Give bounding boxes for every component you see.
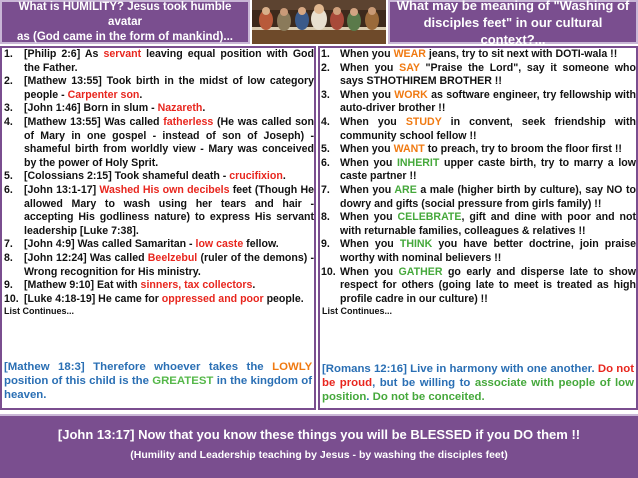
- item-number: 7.: [4, 238, 13, 251]
- list-continues-left: List Continues...: [4, 306, 75, 317]
- list-item: [2, 75, 314, 102]
- highlight-text: ARE: [394, 183, 417, 196]
- item-text: [340, 48, 636, 62]
- item-text: [24, 238, 314, 252]
- last-supper-painting-image: [252, 0, 386, 44]
- item-number: 10.: [4, 292, 19, 305]
- highlight-text: STUDY: [405, 115, 442, 128]
- text-segment: When you: [340, 238, 400, 251]
- item-number: 8.: [4, 251, 13, 264]
- text-segment: you have better doctrine, join praise worthy with nominal believers !!: [340, 238, 636, 264]
- item-text: [24, 252, 314, 279]
- text-segment: When you: [340, 143, 394, 156]
- list-continues-right: List Continues...: [322, 306, 393, 317]
- text-segment: [Romans 12:16] Live in harmony with one another.: [322, 363, 598, 375]
- item-number: 10.: [321, 265, 336, 278]
- item-text: [340, 238, 636, 265]
- item-text: [340, 143, 636, 157]
- humility-list-panel: [0, 46, 316, 410]
- cultural-points-list: [320, 48, 636, 306]
- highlight-text: GREATEST: [152, 375, 214, 387]
- item-text: [24, 48, 314, 75]
- text-segment: as software engineer, try fellowship with auto-driver brother !!: [340, 88, 636, 115]
- item-number: 9.: [321, 238, 330, 251]
- highlight-text: WEAR: [393, 48, 426, 60]
- header-right-line2: disciples feet" in our cultural context?...: [423, 14, 603, 47]
- text-segment: When you: [340, 156, 397, 169]
- text-segment: in convent, seek friendship with community school fellow !!: [340, 115, 636, 142]
- item-text: [340, 116, 636, 143]
- list-item: [2, 102, 314, 116]
- item-number: 5.: [4, 170, 13, 183]
- romans-verse: [320, 360, 636, 406]
- highlight-text: WORK: [394, 88, 428, 101]
- highlight-text: Carpenter son: [67, 88, 140, 101]
- text-segment: When you: [340, 265, 399, 278]
- text-segment: leaving equal position with God the Father.: [24, 48, 314, 74]
- list-item: [320, 143, 636, 157]
- item-text: [24, 184, 314, 238]
- text-segment: (ruler of the demons) - Wrong recognition for His ministry.: [24, 251, 314, 278]
- item-number: 6.: [321, 156, 330, 169]
- text-segment: to preach, try to broom the floor first !!: [424, 143, 622, 156]
- text-segment: people.: [263, 292, 304, 305]
- list-item: [2, 116, 314, 170]
- item-text: [24, 102, 314, 116]
- list-item: [320, 211, 636, 238]
- text-segment: .: [282, 170, 286, 183]
- header-right-line1: What may be meaning of "Washing of: [396, 0, 630, 13]
- list-item: [2, 238, 314, 252]
- highlight-text: THINK: [399, 238, 433, 251]
- text-segment: [John 12:24] Was called: [24, 251, 148, 264]
- text-segment: upper caste birth, try to marry a low caste partner !!: [340, 156, 636, 183]
- text-segment: position of this child is the: [4, 375, 153, 387]
- text-segment: .: [252, 279, 256, 292]
- item-number: 3.: [4, 102, 13, 115]
- item-text: [340, 89, 636, 116]
- footer-banner: [0, 414, 638, 478]
- highlight-text: LOWLY: [272, 361, 312, 373]
- highlight-text: oppressed and poor: [161, 292, 264, 305]
- text-segment: [Mathew 9:10] Eat with: [24, 279, 141, 292]
- list-item: [320, 62, 636, 89]
- highlight-text: Do not be proud: [322, 363, 635, 389]
- text-segment: feet (Though He allowed Mary to wash using her tears and hair - accepting His godliness nature) to express His servant leadership [Luke 7:38].: [24, 183, 314, 237]
- item-text: [340, 184, 636, 211]
- highlight-text: associate with people of low position: [322, 377, 634, 403]
- text-segment: When you: [340, 88, 395, 101]
- list-item: [2, 252, 314, 279]
- highlight-text: Do not be conceited.: [372, 391, 485, 403]
- text-segment: [Luke 4:18-19] He came for: [24, 292, 162, 305]
- header-left-line2: as (God came in the form of mankind)...: [17, 30, 233, 43]
- footer-verse: [John 13:17] Now that you know these things you will be BLESSED if you DO them !!: [57, 427, 581, 442]
- list-item: [320, 157, 636, 184]
- item-number: 3.: [321, 88, 330, 101]
- item-text: [24, 116, 314, 170]
- item-number: 1.: [321, 48, 330, 60]
- highlight-text: CELEBRATE: [397, 211, 462, 224]
- text-segment: [Mathew 13:55] Was called: [24, 115, 164, 128]
- highlight-text: fatherless: [163, 115, 214, 128]
- highlight-text: SAY: [399, 61, 420, 74]
- list-item: [2, 184, 314, 238]
- header-left-line1: What is HUMILITY? Jesus took humble avatar: [18, 0, 232, 28]
- highlight-text: WANT: [393, 143, 425, 156]
- list-item: [320, 48, 636, 62]
- text-segment: .: [202, 102, 206, 115]
- text-segment: go early and disperse late to show respect for others (going late to meet is treated as high profile cadre in our culture) !!: [340, 265, 636, 305]
- text-segment: When you: [340, 61, 400, 74]
- highlight-text: servant: [103, 48, 142, 60]
- header-left-banner: [0, 0, 250, 44]
- painting-illustration: [252, 0, 386, 44]
- text-segment: in the kingdom of heaven.: [4, 375, 312, 401]
- item-number: 2.: [321, 61, 330, 74]
- item-text: [340, 211, 636, 238]
- text-segment: [John 4:9] Was called Samaritan -: [24, 238, 196, 251]
- text-segment: When you: [340, 48, 394, 60]
- text-segment: [John 13:1-17]: [24, 183, 100, 196]
- item-number: 4.: [4, 115, 13, 128]
- text-segment: , gift and dine with poor and not with returnable families, colleagues & relatives !!: [340, 211, 636, 237]
- highlight-text: sinners, tax collectors: [140, 279, 253, 292]
- item-number: 7.: [321, 183, 330, 196]
- item-text: [24, 293, 314, 307]
- highlight-text: Beelzebul: [147, 251, 198, 264]
- cultural-context-panel: [318, 46, 638, 410]
- text-segment: .: [139, 88, 143, 101]
- text-segment: [Philip 2:6] As: [24, 48, 104, 60]
- item-text: [340, 266, 636, 307]
- humility-points-list: [2, 48, 314, 306]
- text-segment: "Praise the Lord", say it someone who says STHOTHIREM BROTHER !!: [340, 61, 636, 88]
- mathew-verse: [2, 358, 314, 404]
- text-segment: [Mathew 13:55] Took birth in the midst of low category people -: [24, 75, 314, 101]
- text-segment: jeans, try to sit next with DOTI-wala !!: [425, 48, 618, 60]
- text-segment: [Colossians 2:15] Took shameful death -: [24, 170, 230, 183]
- list-item: [320, 116, 636, 143]
- text-segment: [John 1:46] Born in slum -: [24, 102, 158, 115]
- header-right-banner: [388, 0, 638, 47]
- text-segment: , but be willing to: [372, 377, 475, 389]
- list-item: [320, 266, 636, 307]
- highlight-text: low caste: [195, 238, 244, 251]
- text-segment: [Mathew 18:3] Therefore whoever takes the: [4, 361, 273, 373]
- list-item: [2, 48, 314, 75]
- list-item: [320, 184, 636, 211]
- list-item: [2, 170, 314, 184]
- item-number: 4.: [321, 115, 330, 128]
- item-text: [340, 157, 636, 184]
- highlight-text: crucifixion: [229, 170, 283, 183]
- text-segment: .: [366, 391, 373, 403]
- list-item: [320, 89, 636, 116]
- item-number: 5.: [321, 143, 330, 156]
- highlight-text: GATHER: [398, 265, 443, 278]
- list-item: [320, 238, 636, 265]
- highlight-text: INHERIT: [396, 156, 440, 169]
- highlight-text: Nazareth: [157, 102, 203, 115]
- text-segment: (He was called son of Mary in one gospel - instead of son of Joseph) - shameful birth from worldly view - Mary was conceived by the power of Holy Sprit.: [24, 115, 314, 169]
- item-text: [24, 75, 314, 102]
- item-text: [340, 62, 636, 89]
- item-text: [24, 170, 314, 184]
- footer-caption: (Humility and Leadership teaching by Jesus - by washing the disciples feet): [130, 449, 508, 461]
- item-text: [24, 279, 314, 293]
- item-number: 8.: [321, 211, 330, 224]
- list-item: [2, 293, 314, 307]
- text-segment: fellow.: [243, 238, 279, 251]
- item-number: 6.: [4, 183, 13, 196]
- text-segment: When you: [340, 183, 395, 196]
- text-segment: a male (higher birth by culture), say NO to dowry and gifts (social pressure from girls family) !!: [340, 183, 636, 210]
- highlight-text: Washed His own decibels: [99, 183, 230, 196]
- text-segment: When you: [340, 211, 398, 224]
- item-number: 2.: [4, 75, 13, 88]
- item-number: 1.: [4, 48, 13, 60]
- item-number: 9.: [4, 279, 13, 292]
- list-item: [2, 279, 314, 293]
- text-segment: When you: [340, 115, 406, 128]
